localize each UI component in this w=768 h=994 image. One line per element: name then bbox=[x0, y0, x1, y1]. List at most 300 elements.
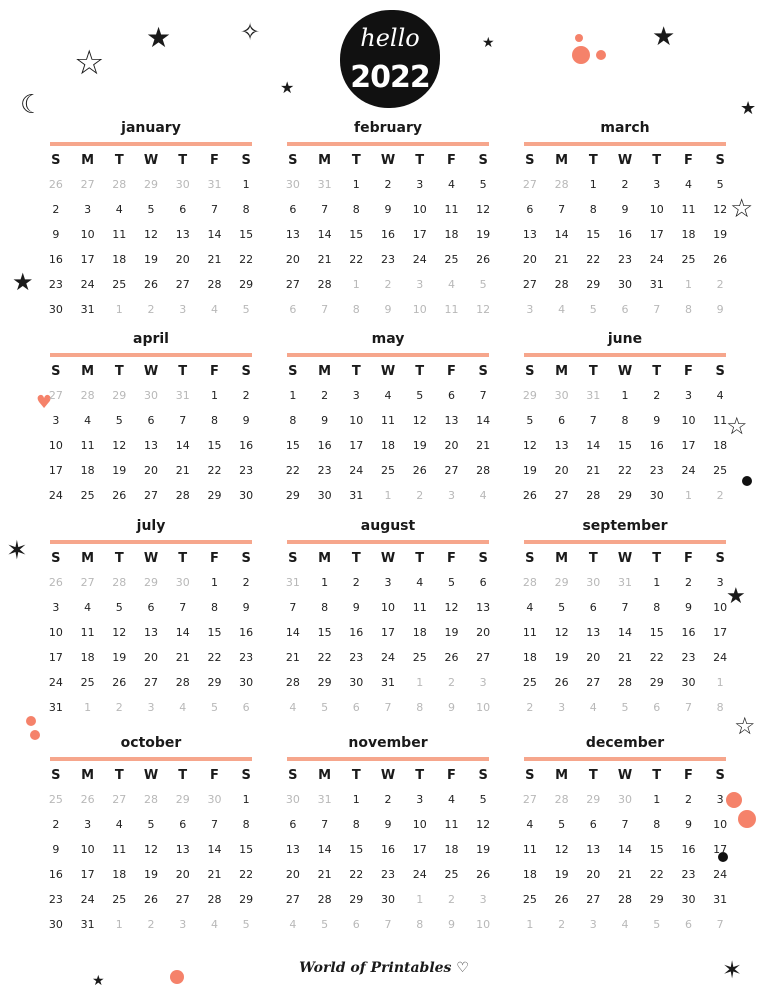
week-row bbox=[40, 436, 262, 456]
day-cell: 15 bbox=[207, 439, 222, 452]
day-cell: 1 bbox=[653, 793, 661, 806]
week-row bbox=[514, 573, 736, 593]
other-month-day: 29 bbox=[554, 576, 569, 589]
other-month-day: 4 bbox=[558, 303, 566, 316]
day-cell: 21 bbox=[618, 651, 633, 664]
day-cell: 15 bbox=[586, 228, 601, 241]
day-cell: 11 bbox=[381, 414, 396, 427]
week-row bbox=[277, 573, 499, 593]
weekday-label: S bbox=[241, 153, 251, 168]
day-cell: 17 bbox=[681, 439, 696, 452]
week-row bbox=[514, 648, 736, 668]
day-cell: 3 bbox=[84, 818, 92, 831]
day-cell: 23 bbox=[649, 464, 664, 477]
day-cell: 21 bbox=[586, 464, 601, 477]
day-cell: 10 bbox=[48, 439, 63, 452]
other-month-day: 1 bbox=[526, 918, 534, 931]
other-month-day: 26 bbox=[48, 576, 63, 589]
other-month-day: 1 bbox=[716, 676, 724, 689]
day-cell: 18 bbox=[80, 651, 95, 664]
day-cell: 22 bbox=[317, 651, 332, 664]
weekday-label: F bbox=[210, 551, 219, 566]
day-cell: 17 bbox=[48, 651, 63, 664]
day-cell: 29 bbox=[586, 278, 601, 291]
month-title: april bbox=[133, 331, 169, 347]
month-underline bbox=[524, 142, 726, 146]
other-month-day: 4 bbox=[210, 918, 218, 931]
day-cell: 13 bbox=[175, 228, 190, 241]
week-row bbox=[277, 915, 499, 935]
day-cell: 5 bbox=[558, 818, 566, 831]
day-cell: 21 bbox=[175, 464, 190, 477]
day-cell: 13 bbox=[444, 414, 459, 427]
day-cell: 3 bbox=[52, 601, 60, 614]
week-row bbox=[514, 411, 736, 431]
day-cell: 17 bbox=[412, 843, 427, 856]
decor-dot bbox=[742, 476, 752, 486]
day-cell: 13 bbox=[522, 228, 537, 241]
other-month-day: 3 bbox=[147, 701, 155, 714]
other-month-day: 3 bbox=[416, 278, 424, 291]
day-cell: 19 bbox=[144, 868, 159, 881]
weekday-label: T bbox=[652, 551, 662, 566]
day-cell: 16 bbox=[381, 843, 396, 856]
day-cell: 4 bbox=[84, 414, 92, 427]
day-cell: 6 bbox=[147, 414, 155, 427]
other-month-day: 9 bbox=[384, 303, 392, 316]
day-cell: 1 bbox=[242, 178, 250, 191]
day-cell: 23 bbox=[681, 651, 696, 664]
day-cell: 2 bbox=[684, 793, 692, 806]
other-month-day: 5 bbox=[210, 701, 218, 714]
other-month-day: 8 bbox=[416, 918, 424, 931]
day-cell: 1 bbox=[653, 576, 661, 589]
day-cell: 7 bbox=[589, 414, 597, 427]
weekday-header bbox=[277, 550, 499, 568]
weekday-label: F bbox=[210, 768, 219, 783]
weekday-header bbox=[40, 152, 262, 170]
week-row bbox=[514, 915, 736, 935]
weekday-label: S bbox=[715, 153, 725, 168]
other-month-day: 2 bbox=[447, 676, 455, 689]
day-cell: 15 bbox=[317, 626, 332, 639]
other-month-day: 12 bbox=[476, 303, 491, 316]
weekday-label: S bbox=[241, 364, 251, 379]
day-cell: 28 bbox=[618, 893, 633, 906]
day-cell: 17 bbox=[48, 464, 63, 477]
day-cell: 28 bbox=[317, 278, 332, 291]
day-cell: 12 bbox=[522, 439, 537, 452]
other-month-day: 2 bbox=[447, 893, 455, 906]
day-cell: 8 bbox=[653, 601, 661, 614]
star-icon: ☆ bbox=[734, 712, 756, 740]
day-cell: 15 bbox=[207, 626, 222, 639]
week-row bbox=[277, 623, 499, 643]
day-cell: 31 bbox=[80, 918, 95, 931]
other-month-day: 2 bbox=[716, 489, 724, 502]
other-month-day: 2 bbox=[115, 701, 123, 714]
other-month-day: 30 bbox=[175, 178, 190, 191]
day-cell: 11 bbox=[681, 203, 696, 216]
day-cell: 5 bbox=[479, 793, 487, 806]
day-cell: 17 bbox=[713, 843, 728, 856]
day-cell: 20 bbox=[285, 253, 300, 266]
other-month-day: 6 bbox=[242, 701, 250, 714]
day-cell: 26 bbox=[144, 278, 159, 291]
weekday-label: W bbox=[143, 364, 159, 379]
day-cell: 14 bbox=[207, 843, 222, 856]
week-row bbox=[40, 915, 262, 935]
day-cell: 4 bbox=[115, 818, 123, 831]
other-month-day: 7 bbox=[384, 701, 392, 714]
day-cell: 15 bbox=[349, 843, 364, 856]
day-cell: 22 bbox=[207, 651, 222, 664]
day-cell: 18 bbox=[412, 626, 427, 639]
day-cell: 14 bbox=[317, 843, 332, 856]
day-cell: 12 bbox=[112, 439, 127, 452]
day-cell: 26 bbox=[444, 651, 459, 664]
star-icon: ✶ bbox=[722, 956, 743, 984]
weekday-header bbox=[277, 767, 499, 785]
day-cell: 2 bbox=[684, 576, 692, 589]
day-cell: 28 bbox=[586, 489, 601, 502]
day-cell: 29 bbox=[239, 278, 254, 291]
week-row bbox=[40, 598, 262, 618]
weekday-label: F bbox=[447, 551, 456, 566]
week-row bbox=[277, 840, 499, 860]
day-cell: 3 bbox=[653, 178, 661, 191]
other-month-day: 6 bbox=[352, 918, 360, 931]
day-cell: 1 bbox=[589, 178, 597, 191]
month-underline bbox=[50, 757, 252, 761]
day-cell: 9 bbox=[242, 601, 250, 614]
day-cell: 21 bbox=[317, 868, 332, 881]
day-cell: 24 bbox=[681, 464, 696, 477]
other-month-day: 2 bbox=[147, 918, 155, 931]
other-month-day: 5 bbox=[242, 918, 250, 931]
weekday-label: M bbox=[555, 551, 569, 566]
day-cell: 26 bbox=[112, 676, 127, 689]
week-row bbox=[514, 840, 736, 860]
weekday-label: W bbox=[143, 768, 159, 783]
day-cell: 28 bbox=[175, 489, 190, 502]
week-row bbox=[277, 461, 499, 481]
day-cell: 24 bbox=[48, 676, 63, 689]
day-cell: 24 bbox=[80, 893, 95, 906]
day-cell: 5 bbox=[416, 389, 424, 402]
day-cell: 16 bbox=[349, 626, 364, 639]
weekday-label: M bbox=[81, 153, 95, 168]
day-cell: 8 bbox=[589, 203, 597, 216]
day-cell: 22 bbox=[285, 464, 300, 477]
other-month-day: 4 bbox=[289, 918, 297, 931]
other-month-day: 26 bbox=[48, 178, 63, 191]
day-cell: 18 bbox=[522, 868, 537, 881]
other-month-day: 6 bbox=[621, 303, 629, 316]
day-cell: 18 bbox=[681, 228, 696, 241]
day-cell: 9 bbox=[52, 228, 60, 241]
weekday-label: F bbox=[447, 153, 456, 168]
weekday-label: W bbox=[617, 364, 633, 379]
day-cell: 15 bbox=[239, 843, 254, 856]
weekday-header bbox=[277, 152, 499, 170]
other-month-day: 6 bbox=[684, 918, 692, 931]
day-cell: 16 bbox=[649, 439, 664, 452]
day-cell: 6 bbox=[589, 601, 597, 614]
other-month-day: 7 bbox=[716, 918, 724, 931]
star-icon: ★ bbox=[740, 98, 757, 119]
other-month-day: 27 bbox=[80, 576, 95, 589]
day-cell: 16 bbox=[48, 868, 63, 881]
day-cell: 25 bbox=[681, 253, 696, 266]
weekday-label: M bbox=[81, 768, 95, 783]
week-row bbox=[514, 225, 736, 245]
day-cell: 26 bbox=[112, 489, 127, 502]
day-cell: 3 bbox=[716, 576, 724, 589]
week-row bbox=[277, 598, 499, 618]
day-cell: 8 bbox=[242, 203, 250, 216]
day-cell: 7 bbox=[479, 389, 487, 402]
day-cell: 28 bbox=[554, 278, 569, 291]
day-cell: 15 bbox=[649, 843, 664, 856]
weekday-label: W bbox=[380, 153, 396, 168]
day-cell: 9 bbox=[621, 203, 629, 216]
day-cell: 21 bbox=[317, 253, 332, 266]
day-cell: 20 bbox=[476, 626, 491, 639]
weekday-label: W bbox=[380, 364, 396, 379]
week-row bbox=[40, 275, 262, 295]
day-cell: 21 bbox=[207, 253, 222, 266]
day-cell: 22 bbox=[239, 868, 254, 881]
day-cell: 30 bbox=[681, 893, 696, 906]
day-cell: 26 bbox=[144, 893, 159, 906]
day-cell: 8 bbox=[352, 818, 360, 831]
day-cell: 11 bbox=[412, 601, 427, 614]
day-cell: 22 bbox=[618, 464, 633, 477]
month-title: may bbox=[371, 331, 405, 347]
week-row bbox=[40, 175, 262, 195]
other-month-day: 30 bbox=[285, 793, 300, 806]
day-cell: 14 bbox=[586, 439, 601, 452]
weekday-label: T bbox=[588, 768, 598, 783]
day-cell: 13 bbox=[476, 601, 491, 614]
day-cell: 27 bbox=[586, 676, 601, 689]
day-cell: 8 bbox=[621, 414, 629, 427]
day-cell: 13 bbox=[144, 439, 159, 452]
day-cell: 8 bbox=[289, 414, 297, 427]
day-cell: 20 bbox=[586, 651, 601, 664]
day-cell: 13 bbox=[554, 439, 569, 452]
day-cell: 28 bbox=[618, 676, 633, 689]
other-month-day: 2 bbox=[384, 278, 392, 291]
day-cell: 3 bbox=[52, 414, 60, 427]
day-cell: 4 bbox=[526, 818, 534, 831]
other-month-day: 9 bbox=[447, 918, 455, 931]
day-cell: 29 bbox=[285, 489, 300, 502]
day-cell: 9 bbox=[321, 414, 329, 427]
other-month-day: 30 bbox=[285, 178, 300, 191]
other-month-day: 7 bbox=[321, 303, 329, 316]
weekday-label: T bbox=[178, 364, 188, 379]
day-cell: 5 bbox=[115, 414, 123, 427]
day-cell: 30 bbox=[48, 918, 63, 931]
weekday-label: M bbox=[555, 768, 569, 783]
day-cell: 2 bbox=[352, 576, 360, 589]
week-row bbox=[277, 200, 499, 220]
week-row bbox=[514, 598, 736, 618]
day-cell: 6 bbox=[289, 818, 297, 831]
day-cell: 22 bbox=[207, 464, 222, 477]
other-month-day: 3 bbox=[589, 918, 597, 931]
weekday-label: T bbox=[114, 551, 124, 566]
sparkle-icon: ✧ bbox=[240, 18, 261, 46]
other-month-day: 31 bbox=[285, 576, 300, 589]
other-month-day: 28 bbox=[80, 389, 95, 402]
day-cell: 9 bbox=[384, 203, 392, 216]
other-month-day: 4 bbox=[210, 303, 218, 316]
day-cell: 1 bbox=[352, 178, 360, 191]
star-icon: ★ bbox=[726, 584, 746, 609]
day-cell: 17 bbox=[349, 439, 364, 452]
other-month-day: 8 bbox=[416, 701, 424, 714]
weekday-label: M bbox=[81, 364, 95, 379]
weekday-label: T bbox=[351, 551, 361, 566]
day-cell: 4 bbox=[447, 178, 455, 191]
day-cell: 26 bbox=[476, 868, 491, 881]
week-row bbox=[40, 815, 262, 835]
week-row bbox=[514, 300, 736, 320]
day-cell: 27 bbox=[444, 464, 459, 477]
day-cell: 1 bbox=[242, 793, 250, 806]
brand-name: World of Printables bbox=[299, 960, 452, 976]
day-cell: 4 bbox=[526, 601, 534, 614]
day-cell: 5 bbox=[716, 178, 724, 191]
weekday-label: M bbox=[555, 364, 569, 379]
other-month-day: 5 bbox=[242, 303, 250, 316]
day-cell: 6 bbox=[526, 203, 534, 216]
day-cell: 28 bbox=[207, 278, 222, 291]
weekday-header bbox=[277, 363, 499, 381]
day-cell: 22 bbox=[649, 868, 664, 881]
day-cell: 19 bbox=[554, 651, 569, 664]
day-cell: 26 bbox=[476, 253, 491, 266]
star-icon: ☆ bbox=[74, 43, 105, 83]
month-title: march bbox=[600, 120, 650, 136]
day-cell: 10 bbox=[80, 843, 95, 856]
day-cell: 25 bbox=[80, 676, 95, 689]
month-title: december bbox=[585, 735, 665, 751]
day-cell: 8 bbox=[321, 601, 329, 614]
day-cell: 19 bbox=[112, 464, 127, 477]
day-cell: 7 bbox=[621, 818, 629, 831]
day-cell: 5 bbox=[479, 178, 487, 191]
other-month-day: 30 bbox=[144, 389, 159, 402]
week-row bbox=[40, 865, 262, 885]
day-cell: 23 bbox=[239, 651, 254, 664]
day-cell: 21 bbox=[285, 651, 300, 664]
day-cell: 11 bbox=[522, 626, 537, 639]
month-december bbox=[514, 733, 736, 953]
day-cell: 11 bbox=[522, 843, 537, 856]
weekday-label: T bbox=[178, 768, 188, 783]
day-cell: 10 bbox=[412, 203, 427, 216]
day-cell: 8 bbox=[653, 818, 661, 831]
week-row bbox=[514, 200, 736, 220]
day-cell: 10 bbox=[349, 414, 364, 427]
other-month-day: 30 bbox=[618, 793, 633, 806]
weekday-label: W bbox=[617, 153, 633, 168]
day-cell: 11 bbox=[713, 414, 728, 427]
day-cell: 4 bbox=[684, 178, 692, 191]
weekday-label: W bbox=[380, 551, 396, 566]
day-cell: 30 bbox=[681, 676, 696, 689]
weekday-label: F bbox=[684, 153, 693, 168]
weekday-header bbox=[514, 767, 736, 785]
day-cell: 3 bbox=[84, 203, 92, 216]
month-underline bbox=[524, 540, 726, 544]
week-row bbox=[514, 623, 736, 643]
week-row bbox=[277, 673, 499, 693]
month-underline bbox=[287, 757, 489, 761]
day-cell: 26 bbox=[412, 464, 427, 477]
month-title: july bbox=[136, 518, 166, 534]
day-cell: 19 bbox=[412, 439, 427, 452]
day-cell: 23 bbox=[681, 868, 696, 881]
other-month-day: 1 bbox=[684, 489, 692, 502]
day-cell: 20 bbox=[175, 253, 190, 266]
other-month-day: 3 bbox=[479, 676, 487, 689]
week-row bbox=[40, 673, 262, 693]
day-cell: 17 bbox=[649, 228, 664, 241]
day-cell: 16 bbox=[381, 228, 396, 241]
day-cell: 30 bbox=[48, 303, 63, 316]
weekday-label: F bbox=[684, 768, 693, 783]
day-cell: 27 bbox=[144, 676, 159, 689]
day-cell: 19 bbox=[112, 651, 127, 664]
day-cell: 28 bbox=[207, 893, 222, 906]
day-cell: 8 bbox=[210, 414, 218, 427]
other-month-day: 3 bbox=[558, 701, 566, 714]
week-row bbox=[514, 250, 736, 270]
day-cell: 12 bbox=[144, 228, 159, 241]
month-title: february bbox=[354, 120, 422, 136]
weekday-label: T bbox=[588, 153, 598, 168]
other-month-day: 4 bbox=[179, 701, 187, 714]
day-cell: 21 bbox=[554, 253, 569, 266]
day-cell: 18 bbox=[713, 439, 728, 452]
day-cell: 2 bbox=[242, 389, 250, 402]
month-underline bbox=[524, 353, 726, 357]
weekday-label: S bbox=[525, 551, 535, 566]
weekday-label: T bbox=[178, 551, 188, 566]
month-underline bbox=[287, 540, 489, 544]
month-july bbox=[40, 516, 262, 736]
month-title: june bbox=[607, 331, 643, 347]
week-row bbox=[40, 200, 262, 220]
day-cell: 18 bbox=[112, 868, 127, 881]
day-cell: 10 bbox=[681, 414, 696, 427]
day-cell: 9 bbox=[52, 843, 60, 856]
heart-icon: ♡ bbox=[456, 960, 469, 976]
decor-dot bbox=[738, 810, 756, 828]
day-cell: 9 bbox=[242, 414, 250, 427]
other-month-day: 4 bbox=[289, 701, 297, 714]
other-month-day: 29 bbox=[175, 793, 190, 806]
other-month-day: 29 bbox=[586, 793, 601, 806]
weekday-label: S bbox=[525, 364, 535, 379]
day-cell: 21 bbox=[207, 868, 222, 881]
decor-dot bbox=[572, 46, 590, 64]
